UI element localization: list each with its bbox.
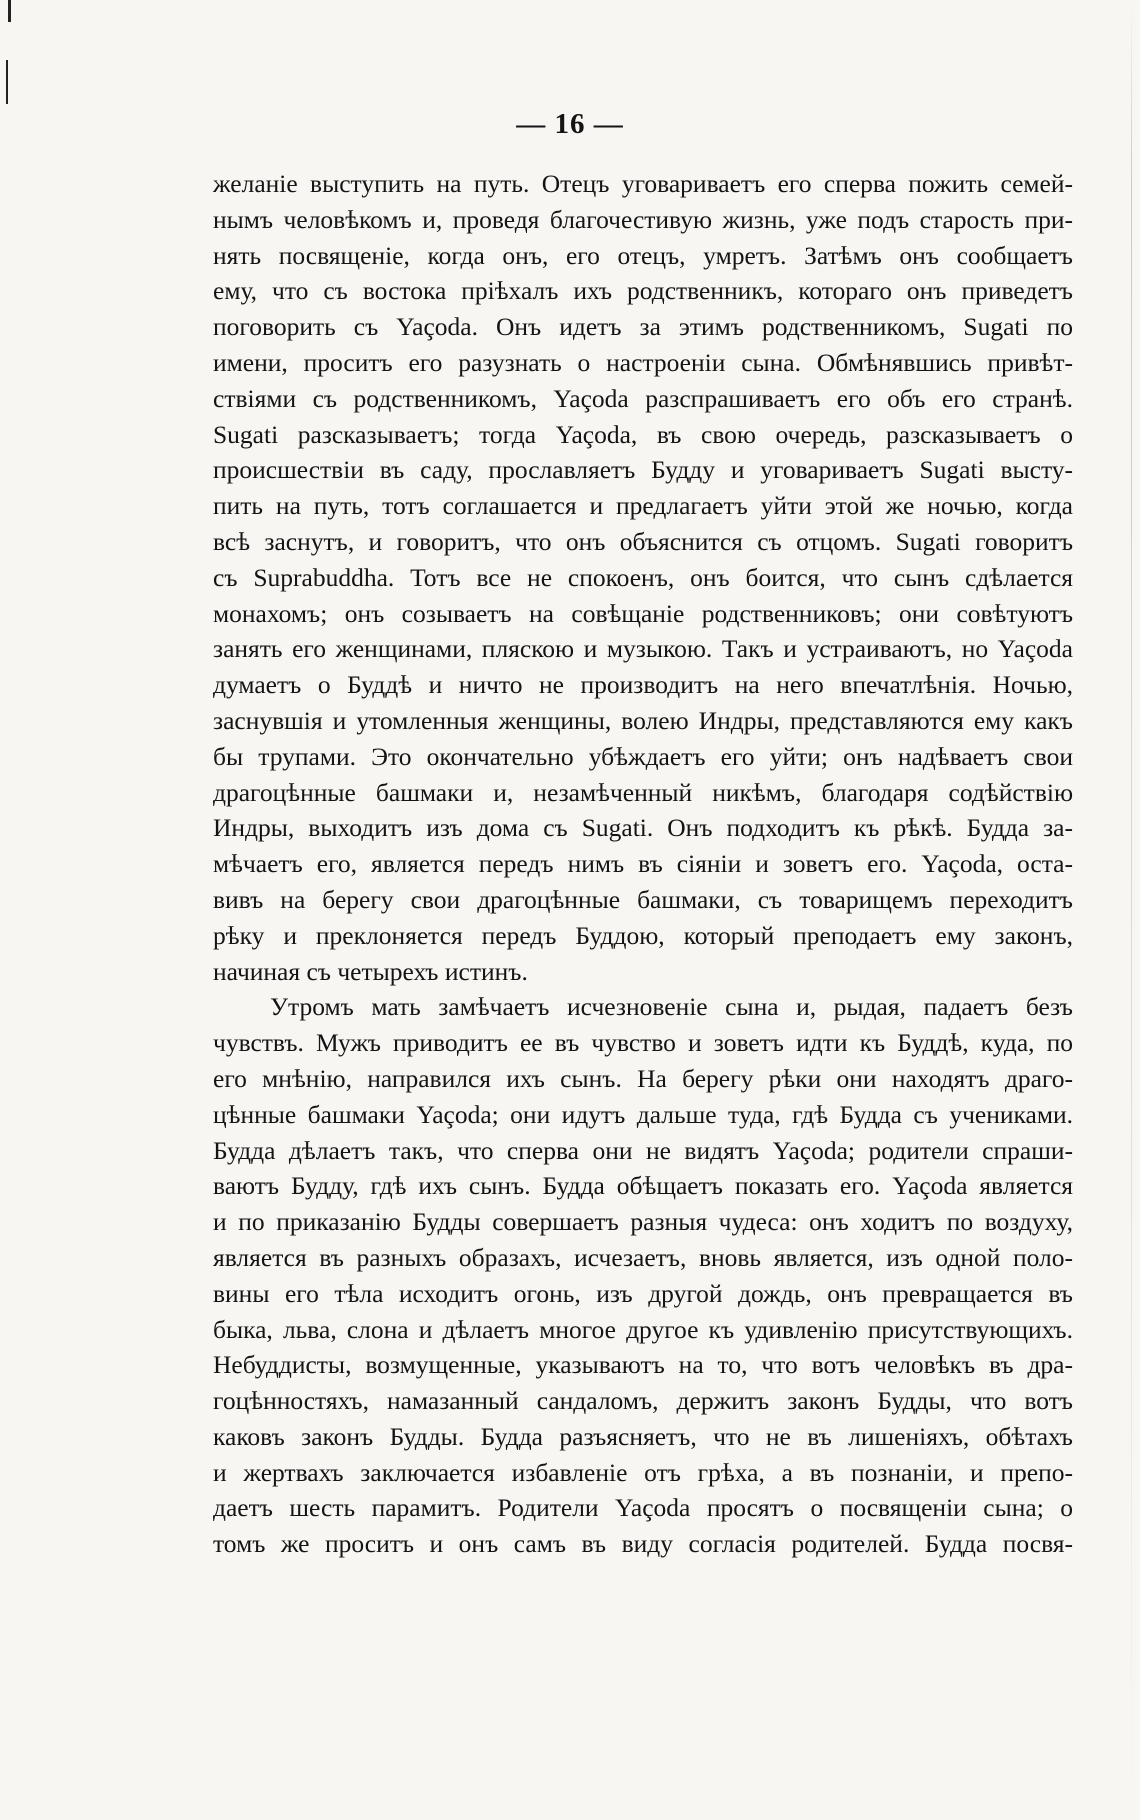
text-line: рѣку и преклоняется передъ Буддою, который преподаетъ ему законъ, [213, 920, 1073, 950]
scan-edge-mark-side [6, 60, 8, 104]
page-number: — 16 — [516, 108, 624, 140]
text-line: съ Suprabuddha. Тотъ все не спокоенъ, онъ боится, что сынъ сдѣлается [213, 562, 1073, 592]
text-line: вины его тѣла исходитъ огонь, изъ другой дождь, онъ превращается въ [213, 1278, 1073, 1308]
paragraph-1 [213, 166, 1073, 989]
text-line: быка, льва, слона и дѣлаетъ многое другое къ удивленію присутствующихъ. [213, 1314, 1073, 1344]
text-line: цѣнные башмаки Yaçoda; они идутъ дальше туда, гдѣ Будда съ учениками. [213, 1099, 1073, 1129]
text-line: бы трупами. Это окончательно убѣждаетъ его уйти; онъ надѣваетъ свои [213, 741, 1073, 771]
text-line: чувствъ. Мужъ приводитъ ее въ чувство и зоветъ идти къ Буддѣ, куда, по [213, 1028, 1073, 1058]
text-line: имени, проситъ его разузнать о настроеніи сына. Обмѣнявшись привѣт- [213, 347, 1073, 377]
text-line: пить на путь, тотъ соглашается и предлагаетъ уйти этой же ночью, когда [213, 491, 1073, 521]
text-line: желаніе выступить на путь. Отецъ уговариваетъ его сперва пожить семей- [213, 169, 1073, 198]
text-line: ствіями съ родственникомъ, Yaçoda разспрашиваетъ его объ его странѣ. [213, 383, 1073, 413]
text-line: Утромъ мать замѣчаетъ исчезновеніе сына и, рыдая, падаетъ безъ [270, 992, 1073, 1022]
scan-edge-mark-top [8, 0, 11, 22]
text-line: начиная съ четырехъ истинъ. [213, 956, 528, 986]
text-line: и по приказанію Будды совершаетъ разныя чудеса: онъ ходитъ по воздуху, [213, 1207, 1073, 1237]
body-text [213, 166, 1073, 1562]
text-line: нять посвященіе, когда онъ, его отецъ, умретъ. Затѣмъ онъ сообщаетъ [213, 240, 1073, 270]
text-line: Индры, выходитъ изъ дома съ Sugati. Онъ подходитъ къ рѣкѣ. Будда за- [213, 813, 1073, 843]
text-line: и жертвахъ заключается избавленіе отъ грѣха, а въ познаніи, и препо- [213, 1457, 1073, 1487]
text-line: монахомъ; онъ созываетъ на совѣщаніе родственниковъ; они совѣтуютъ [213, 598, 1073, 628]
paragraph-2 [213, 989, 1073, 1562]
text-line: его мнѣнію, направился ихъ сынъ. На берегу рѣки они находятъ драго- [213, 1063, 1073, 1093]
text-line: Небуддисты, возмущенные, указываютъ на то, что вотъ человѣкъ въ дра- [213, 1350, 1073, 1380]
text-line: вивъ на берегу свои драгоцѣнные башмаки, съ товарищемъ переходитъ [213, 884, 1073, 914]
text-line: ему, что съ востока пріѣхалъ ихъ родственникъ, котораго онъ приведетъ [213, 276, 1073, 306]
text-line: гоцѣнностяхъ, намазанный сандаломъ, держитъ законъ Будды, что вотъ [213, 1386, 1073, 1416]
text-line: каковъ законъ Будды. Будда разъясняетъ, что не въ лишеніяхъ, обѣтахъ [213, 1421, 1073, 1451]
text-line: Будда дѣлаетъ такъ, что сперва они не видятъ Yaçoda; родители спраши- [213, 1135, 1073, 1165]
text-line: драгоцѣнные башмаки и, незамѣченный никѣмъ, благодаря содѣйствію [213, 777, 1073, 807]
text-line: происшествіи въ саду, прославляетъ Будду и уговариваетъ Sugati высту- [213, 455, 1073, 485]
text-line: Sugati разсказываетъ; тогда Yaçoda, въ свою очередь, разсказываетъ о [213, 419, 1073, 449]
page-edge-shadow [1131, 0, 1132, 1820]
text-line: всѣ заснутъ, и говоритъ, что онъ объяснится съ отцомъ. Sugati говоритъ [213, 526, 1073, 556]
text-line: нымъ человѣкомъ и, проведя благочестивую жизнь, уже подъ старость при- [213, 204, 1073, 234]
text-line: мѣчаетъ его, является передъ нимъ въ сіяніи и зоветъ его. Yaçoda, оста- [213, 849, 1073, 879]
text-line: ваютъ Будду, гдѣ ихъ сынъ. Будда обѣщаетъ показать его. Yaçoda является [213, 1171, 1073, 1201]
text-line: даетъ шесть парамитъ. Родители Yaçoda просятъ о посвященіи сына; о [213, 1493, 1073, 1523]
text-line: поговорить съ Yaçoda. Онъ идетъ за этимъ родственникомъ, Sugati по [213, 312, 1073, 342]
text-line: заснувшія и утомленныя женщины, волею Индры, представляются ему какъ [213, 705, 1073, 735]
text-line: думаетъ о Буддѣ и ничто не производитъ на него впечатлѣнія. Ночью, [213, 670, 1073, 700]
text-line: является въ разныхъ образахъ, исчезаетъ, вновь является, изъ одной поло- [213, 1242, 1073, 1272]
text-line: занять его женщинами, пляскою и музыкою. Такъ и устраиваютъ, но Yaçoda [213, 634, 1073, 664]
text-line: томъ же проситъ и онъ самъ въ виду согласія родителей. Будда посвя- [213, 1529, 1073, 1559]
